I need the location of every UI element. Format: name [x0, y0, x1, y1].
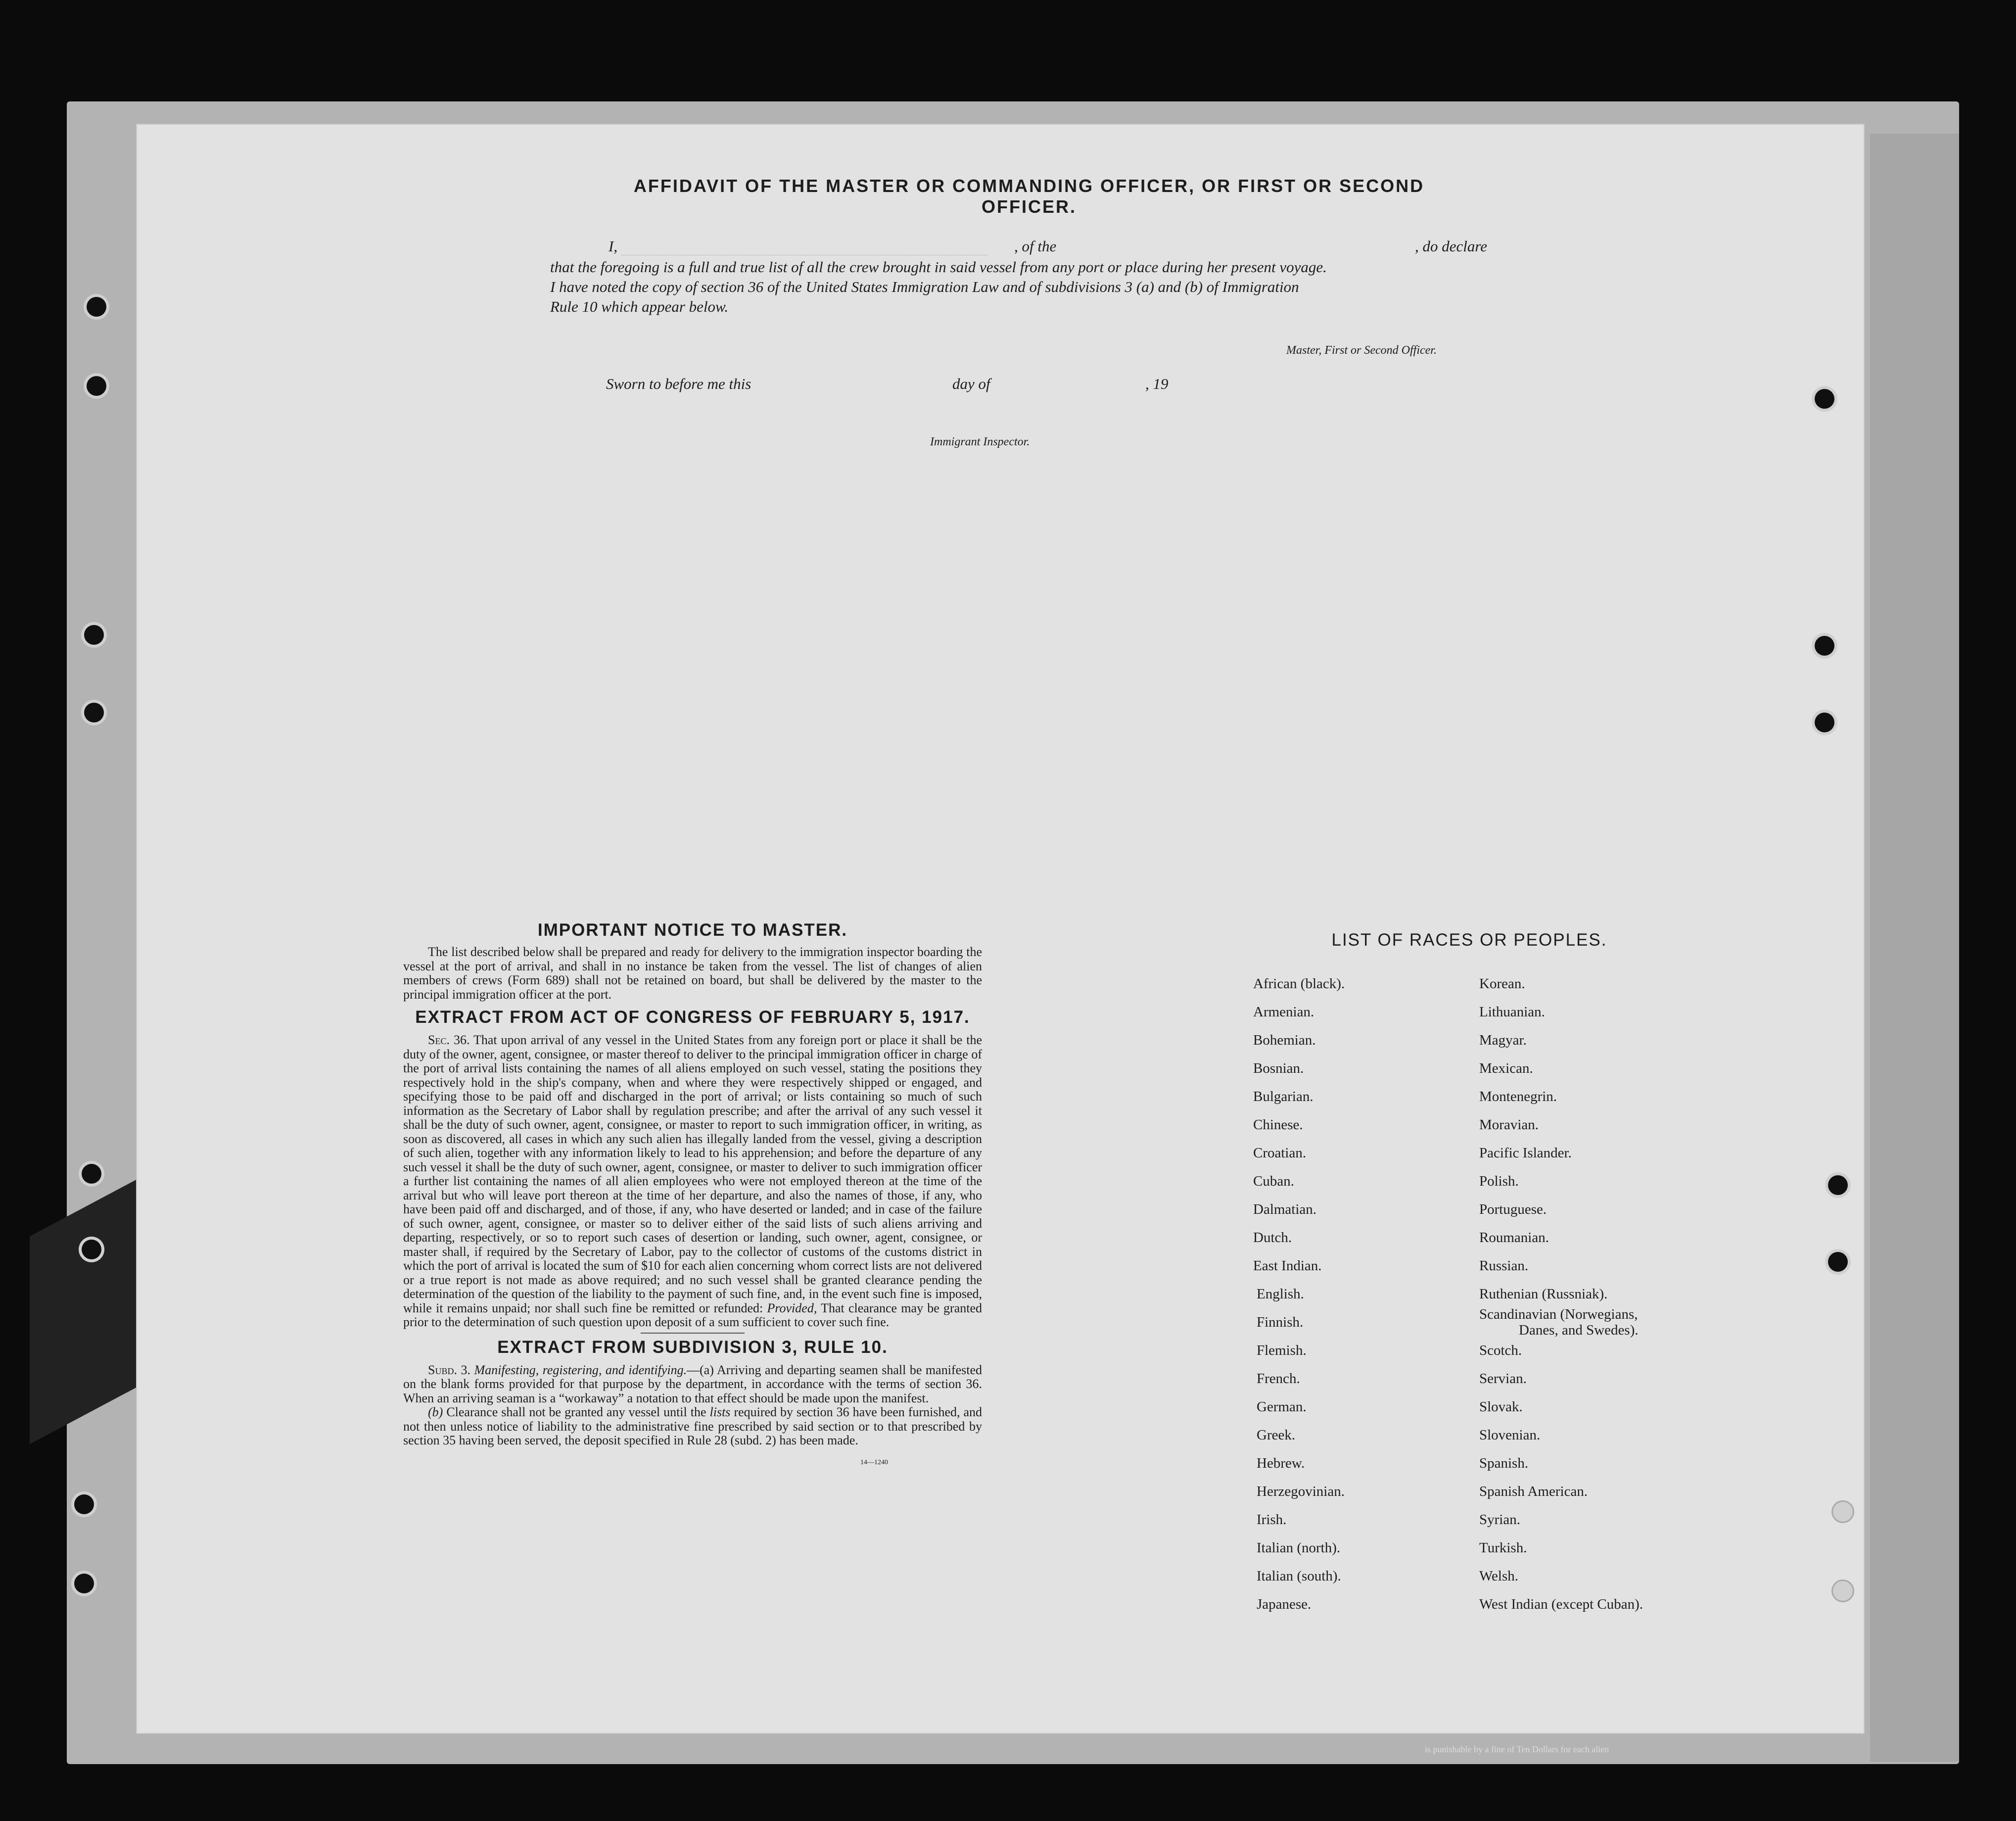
punch-hole	[84, 625, 104, 645]
punch-hole	[1828, 1252, 1848, 1272]
manifest-sheet	[136, 124, 1865, 1734]
rule-b-text	[403, 1405, 982, 1448]
race-item: Bosnian.	[1253, 1060, 1304, 1076]
act-text	[403, 1033, 982, 1330]
race-item: Russian.	[1479, 1258, 1529, 1274]
race-item: Turkish.	[1479, 1540, 1527, 1556]
rule-subd-label: Subd. 3.	[428, 1362, 470, 1377]
race-item: Montenegrin.	[1479, 1089, 1557, 1104]
race-item: Flemish.	[1257, 1342, 1307, 1358]
rule-a-body: Arriving and departing seamen shall be manifested on the blank forms provided for that purpose by the department, in accordance with the terms of section 36. When an arriving seaman is a “workaway” a notation to that effect should be made upon the manifest.	[403, 1362, 982, 1405]
race-item: Moravian.	[1479, 1117, 1539, 1133]
affidavit-title: AFFIDAVIT OF THE MASTER OR COMMANDING OFFICER, OR FIRST OR SECOND OFFICER.	[633, 176, 1425, 217]
act-provided: Provided,	[767, 1300, 817, 1315]
race-item: Armenian.	[1253, 1004, 1314, 1020]
affidavit-body	[550, 257, 1515, 317]
race-item: Pacific Islander.	[1479, 1145, 1572, 1161]
race-item: Spanish American.	[1479, 1484, 1588, 1499]
race-item: Italian (south).	[1257, 1568, 1341, 1584]
rule-title: EXTRACT FROM SUBDIVISION 3, RULE 10.	[497, 1337, 888, 1357]
sworn-label: Sworn to before me this	[606, 375, 751, 392]
inspector-label: Immigrant Inspector.	[930, 435, 1030, 448]
act-section-label: Sec. 36.	[428, 1033, 470, 1047]
race-item: Hebrew.	[1257, 1455, 1305, 1471]
race-item: Spanish.	[1479, 1455, 1529, 1471]
race-item: Bohemian.	[1253, 1032, 1316, 1048]
underlying-sheet-edge	[1870, 134, 1959, 1762]
day-of-label: day of	[952, 375, 990, 392]
affidavit-body-line: that the foregoing is a full and true list of all the crew brought in said vessel from any port or place during her present voyage.	[550, 258, 1327, 276]
year-label: , 19	[1145, 375, 1169, 392]
act-body: That upon arrival of any vessel in the United States from any foreign port or place it shall be the duty of the owner, agent, consignee, or master thereof to deliver to the principal immigration officer in charge of the port of arrival lists containing the names of all aliens employed on such vessel, stating the positions they respectively hold in the ship's company, when and where they were respectively shipped or engaged, and specifying those to be paid off and discharged in the port of arrival; or lists containing so much of such information as the Secretary of Labor shall by regulation prescribe; and after the arrival of any such vessel it shall be the duty of such owner, agent, consignee, or master to report to such immigration officer, in writing, as soon as discovered, all cases in which any such alien has illegally landed from the vessel, giving a description of such alien, together with any information likely to lead to his apprehension; and before the departure of any such vessel it shall be the duty of such owner, agent, consignee, or master to deliver to such immigration officer a further list containing the names of all alien employees who were not employed thereon at the time of the arrival but who will leave port thereon at the time of her departure, and also the names of those, if any, who have been paid off and discharged, and of those, if any, who have deserted or landed; and in case of the failure of such owner, agent, consignee, or master so to deliver either of the said lists of such aliens arriving and departing, respectively, or so to report such cases of desertion or landing, such owner, agent, consignee, or master shall, if required by the Secretary of Labor, pay to the collector of customs of the customs district in which the port of arrival is located the sum of $10 for each alien concerning whom correct lists are not delivered or a true report is not made as above required; and no such vessel shall be granted clearance pending the determination of the question of the liability to the payment of such fine, and, in the event such fine is imposed, while it remains unpaid; nor shall such fine be remitted or refunded:	[403, 1033, 983, 1315]
race-item: African (black).	[1253, 976, 1345, 992]
affidavit-declaration-line	[609, 238, 1488, 255]
punch-hole	[1815, 636, 1834, 656]
race-item: English.	[1257, 1286, 1304, 1302]
punch-hole	[1828, 1175, 1848, 1195]
race-item: Croatian.	[1253, 1145, 1307, 1161]
race-item: West Indian (except Cuban).	[1479, 1596, 1643, 1612]
affidavit-body-line: I have noted the copy of section 36 of the United States Immigration Law and of subdivisions 3 (a) and (b) of Immigration	[550, 278, 1299, 295]
race-item: East Indian.	[1253, 1258, 1322, 1274]
race-item: Magyar.	[1479, 1032, 1527, 1048]
rule-a-text: Subd. 3. Manifesting, registering, and identifying.—(a) Arriving and departing seamen shall be manifested on the blank forms provided for that purpose by the department, in accordance with the terms of section 36. When an arriving seaman is a “workaway” a notation to that effect should be made upon the manifest.	[403, 1362, 982, 1405]
race-item: Cuban.	[1253, 1173, 1294, 1189]
rule-a-label: (a)	[700, 1362, 714, 1377]
race-item: Chinese.	[1253, 1117, 1303, 1133]
punch-hole	[82, 1164, 101, 1184]
master-signature-label: Master, First or Second Officer.	[1286, 344, 1437, 357]
race-item: Greek.	[1257, 1427, 1296, 1443]
race-item: Irish.	[1257, 1512, 1287, 1528]
act-title: EXTRACT FROM ACT OF CONGRESS OF FEBRUARY 5, 1917.	[415, 1007, 970, 1027]
rule-b-body-1: Clearance shall not be granted any vessel until the	[446, 1405, 706, 1419]
race-item: Korean.	[1479, 976, 1525, 992]
race-item: Lithuanian.	[1479, 1004, 1545, 1020]
race-item: Syrian.	[1479, 1512, 1520, 1528]
punch-hole	[1815, 389, 1834, 409]
race-item-continuation: Danes, and Swedes).	[1519, 1322, 1639, 1338]
race-item: Dutch.	[1253, 1230, 1292, 1246]
punch-hole	[82, 1240, 101, 1259]
race-item: Scotch.	[1479, 1342, 1522, 1358]
race-item: Ruthenian (Russniak).	[1479, 1286, 1608, 1302]
race-item: Italian (north).	[1257, 1540, 1341, 1556]
rule-b-label: (b)	[428, 1405, 443, 1419]
section-divider	[641, 1333, 745, 1334]
footnote-text: is punishable by a fine of Ten Dollars for each alien	[1425, 1744, 1609, 1754]
punch-hole	[87, 376, 106, 396]
notice-title: IMPORTANT NOTICE TO MASTER.	[537, 920, 848, 940]
affidavit-do-declare: , do declare	[1415, 238, 1488, 255]
punch-hole	[1815, 713, 1834, 732]
rule-b-lists: lists	[709, 1405, 731, 1419]
rule-b-body-2: required by section 36 have been furnished, and not then unless notice of liability to the administrative fine prescribed by said section or to that prescribed by section 35 having been served, the deposit specified in Rule 28 (subd. 2) has been made.	[403, 1405, 983, 1447]
punch-hole	[74, 1494, 94, 1514]
punch-hole	[87, 297, 106, 317]
punch-hole	[1833, 1502, 1853, 1522]
race-item: Polish.	[1479, 1173, 1519, 1189]
race-item: Slovenian.	[1479, 1427, 1541, 1443]
race-item: Japanese.	[1257, 1596, 1312, 1612]
race-item: Dalmatian.	[1253, 1201, 1317, 1217]
form-number: 14—1240	[860, 1458, 888, 1466]
race-item: Scandinavian (Norwegians,	[1479, 1306, 1638, 1322]
act-body-end: That clearance may be granted prior to the determination of such question upon deposit of a sum sufficient to cover such fine.	[403, 1300, 983, 1329]
punch-hole	[1833, 1581, 1853, 1601]
race-item: Servian.	[1479, 1371, 1527, 1387]
affidavit-i-label: I,	[609, 238, 618, 255]
race-item: Bulgarian.	[1253, 1089, 1313, 1104]
race-item: Roumanian.	[1479, 1230, 1549, 1246]
race-item: French.	[1257, 1371, 1300, 1387]
notice-text: The list described below shall be prepared and ready for delivery to the immigration inspector boarding the vessel at the port of arrival, and shall in no instance be taken from the vessel. The list of changes of alien members of crews (Form 689) shall not be retained on board, but shall be delivered by the master to the principal immigration officer at the port.	[403, 945, 982, 1002]
affidavit-of-the: , of the	[1014, 238, 1057, 255]
race-item: Slovak.	[1479, 1399, 1523, 1415]
punch-hole	[74, 1574, 94, 1593]
race-item: Finnish.	[1257, 1314, 1304, 1330]
race-item: German.	[1257, 1399, 1307, 1415]
race-item: Welsh.	[1479, 1568, 1519, 1584]
races-title: LIST OF RACES OR PEOPLES.	[1331, 930, 1607, 950]
affidavit-body-line: Rule 10 which appear below.	[550, 298, 729, 315]
race-item: Mexican.	[1479, 1060, 1533, 1076]
rule-subd-heading: Manifesting, registering, and identifying.	[474, 1362, 687, 1377]
race-item: Portuguese.	[1479, 1201, 1547, 1217]
race-item: Herzegovinian.	[1257, 1484, 1345, 1499]
notice-column	[403, 920, 982, 1467]
punch-hole	[84, 703, 104, 722]
